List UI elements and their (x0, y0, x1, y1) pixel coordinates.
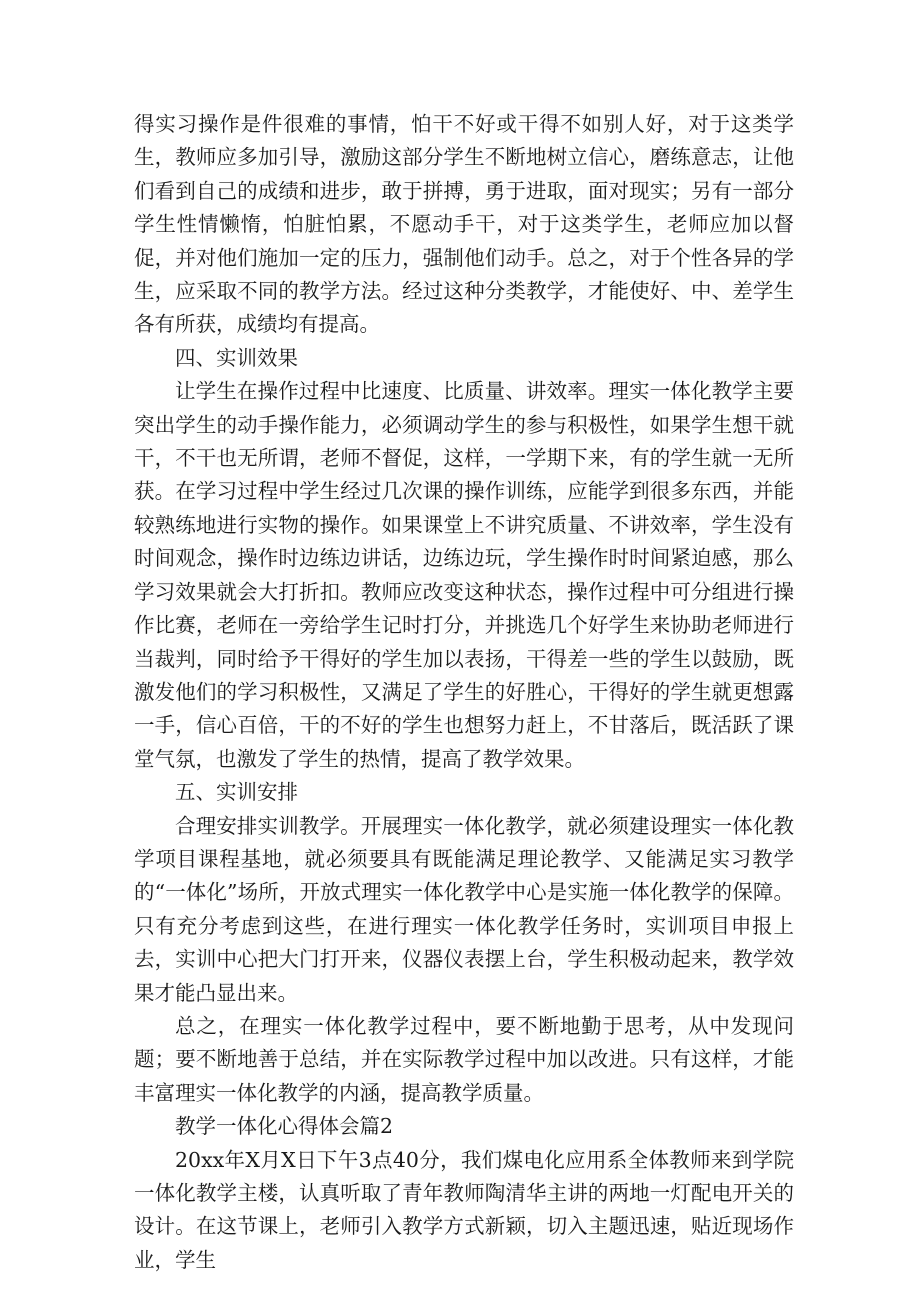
paragraph-summary: 总之，在理实一体化教学过程中，要不断地勤于思考，从中发现问题；要不断地善于总结，并在实际教学过程中加以改进。只有这样，才能丰富理实一体化教学的内涵，提高教学质量。 (134, 1013, 794, 1105)
document-body (134, 108, 794, 1277)
paragraph-continuation: 得实习操作是件很难的事情，怕干不好或干得不如别人好，对于这类学生，教师应多加引导，激励这部分学生不断地树立信心，磨练意志，让他们看到自己的成绩和进步，敢于拼搏，勇于进取，面对现实；另有一部分学生性情懒惰，怕脏怕累，不愿动手干，对于这类学生，老师应加以督促，并对他们施加一定的压力，强制他们动手。总之，对于个性各异的学生，应采取不同的教学方法。经过这种分类教学，才能使好、中、差学生各有所获，成绩均有提高。 (134, 112, 794, 337)
paragraph-article-2-intro: 20xx年X月X日下午3点40分，我们煤电化应用系全体教师来到学院一体化教学主楼，认真听取了青年教师陶清华主讲的两地一灯配电开关的设计。在这节课上，老师引入教学方式新颖，切入主题迅速，贴近现场作业，学生 (134, 1147, 794, 1272)
paragraph-training-arrangement: 合理安排实训教学。开展理实一体化教学，就必须建设理实一体化教学项目课程基地，就必须要具有既能满足理论教学、又能满足实习教学的“一体化”场所，开放式理实一体化教学中心是实施一体化教学的保障。只有充分考虑到这些，在进行理实一体化教学任务时，实训项目申报上去，实训中心把大门打开来，仪器仪表摆上台，学生积极动起来，教学效果才能凸显出来。 (134, 813, 794, 1005)
section-heading-4: 四、实训效果 (175, 345, 298, 370)
paragraph-training-effect: 让学生在操作过程中比速度、比质量、讲效率。理实一体化教学主要突出学生的动手操作能力，必须调动学生的参与积极性，如果学生想干就干，不干也无所谓，老师不督促，这样，一学期下来，有的学生就一无所获。在学习过程中学生经过几次课的操作训练，应能学到很多东西，并能较熟练地进行实物的操作。如果课堂上不讲究质量、不讲效率，学生没有时间观念，操作时边练边讲话，边练边玩，学生操作时时间紧迫感，那么学习效果就会大打折扣。教师应改变这种状态，操作过程中可分组进行操作比赛，老师在一旁给学生记时打分，并挑选几个好学生来协助老师进行当裁判，同时给予干得好的学生加以表扬，干得差一些的学生以鼓励，既激发他们的学习积极性，又满足了学生的好胜心，干得好的学生就更想露一手，信心百倍，干的不好的学生也想努力赶上，不甘落后，既活跃了课堂气氛，也激发了学生的热情，提高了教学效果。 (134, 379, 794, 771)
article-heading-2: 教学一体化心得体会篇2 (175, 1114, 394, 1139)
section-heading-5: 五、实训安排 (175, 780, 298, 805)
